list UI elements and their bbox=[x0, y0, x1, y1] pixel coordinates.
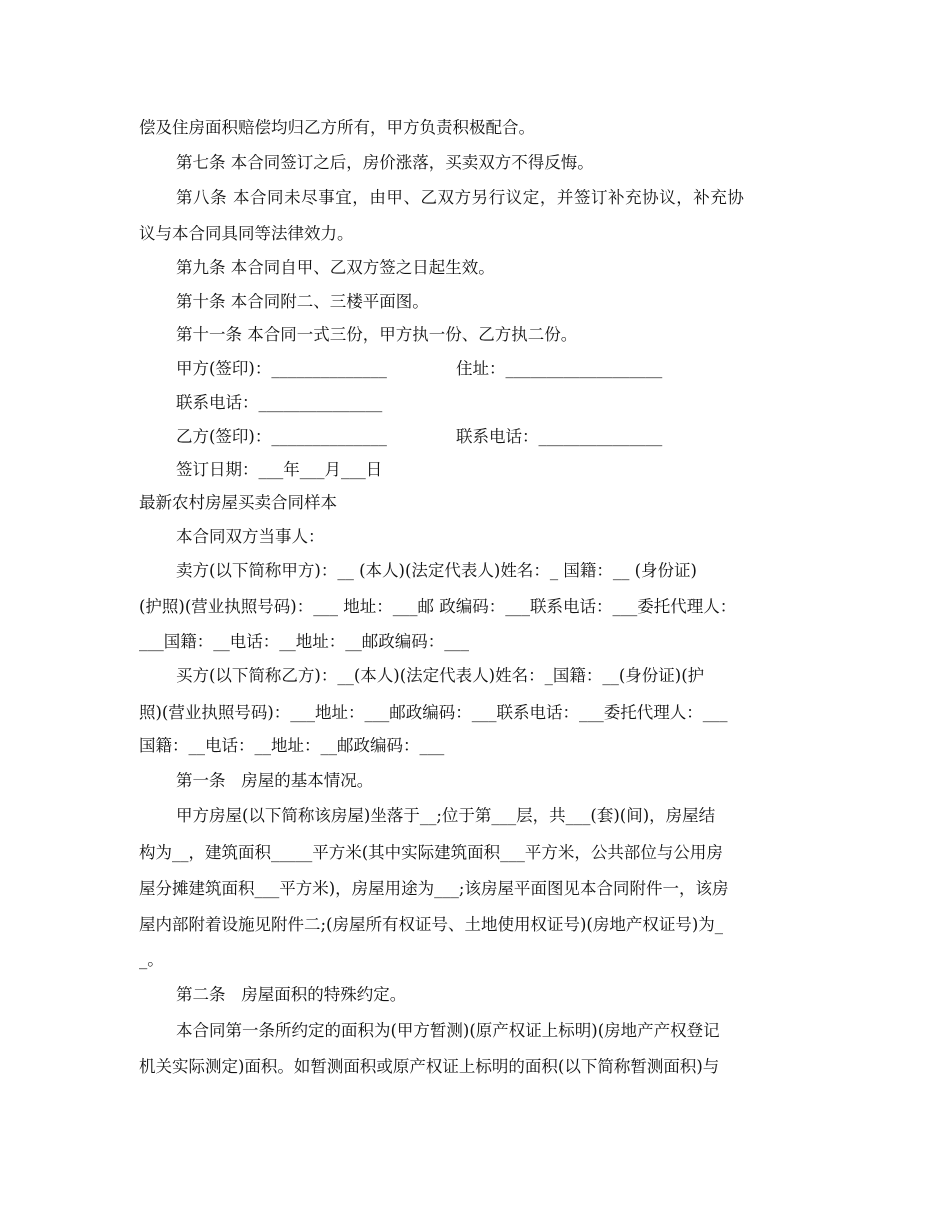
paragraph-line: 偿及住房面积赔偿均归乙方所有，甲方负责积极配合。 bbox=[139, 118, 535, 137]
clause-9: 第九条 本合同自甲、乙双方签之日起生效。 bbox=[176, 258, 495, 277]
signing-date-field: 签订日期：___年___月___日 bbox=[176, 460, 383, 479]
article-1-line-1: 甲方房屋(以下简称该房屋)坐落于__;位于第___层，共___(套)(间)，房屋结 bbox=[176, 806, 716, 825]
seller-line-1: 卖方(以下简称甲方)：__ (本人)(法定代表人)姓名：_ 国籍：__ (身份证) bbox=[176, 561, 697, 580]
party-a-phone-field: 联系电话：_______________ bbox=[176, 393, 383, 412]
seller-line-3: ___国籍：__电话：__地址：__邮政编码：___ bbox=[139, 632, 469, 651]
article-1-line-5: _。 bbox=[139, 950, 164, 969]
clause-8-continued: 议与本合同具同等法律效力。 bbox=[139, 224, 354, 243]
article-1-line-4: 屋内部附着设施见附件二;(房屋所有权证号、土地使用权证号)(房地产权证号)为_ bbox=[139, 915, 724, 934]
party-a-signature-field: 甲方(签印)：______________ bbox=[176, 359, 387, 378]
article-2-heading: 第二条 房屋面积的特殊约定。 bbox=[176, 985, 407, 1004]
clause-7: 第七条 本合同签订之后，房价涨落，买卖双方不得反悔。 bbox=[176, 153, 594, 172]
clause-11: 第十一条 本合同一式三份，甲方执一份、乙方执二份。 bbox=[176, 325, 578, 344]
seller-line-2: (护照)(营业执照号码)：___ 地址：___邮 政编码：___联系电话：___委托代理人： bbox=[139, 597, 737, 616]
party-b-signature-field: 乙方(签印)：______________ bbox=[176, 427, 387, 446]
document-title: 最新农村房屋买卖合同样本 bbox=[139, 493, 337, 512]
buyer-line-3: 国籍：__电话：__地址：__邮政编码：___ bbox=[139, 736, 445, 755]
article-2-line-1: 本合同第一条所约定的面积为(甲方暂测)(原产权证上标明)(房地产产权登记 bbox=[176, 1021, 720, 1040]
party-b-phone-field: 联系电话：_______________ bbox=[456, 427, 663, 446]
buyer-line-1: 买方(以下简称乙方)：__(本人)(法定代表人)姓名：_国籍：__(身份证)(护 bbox=[176, 666, 705, 685]
parties-intro: 本合同双方当事人： bbox=[176, 527, 325, 546]
buyer-line-2: 照)(营业执照号码)：___地址：___邮政编码：___联系电话：___委托代理人：___ bbox=[139, 703, 728, 722]
article-1-heading: 第一条 房屋的基本情况。 bbox=[176, 771, 374, 790]
article-1-line-3: 屋分摊建筑面积___平方米)，房屋用途为___;该房屋平面图见本合同附件一，该房 bbox=[139, 879, 729, 898]
clause-8: 第八条 本合同未尽事宜，由甲、乙双方另行议定，并签订补充协议，补充协 bbox=[176, 188, 745, 207]
clause-10: 第十条 本合同附二、三楼平面图。 bbox=[176, 292, 429, 311]
article-2-line-2: 机关实际测定)面积。如暂测面积或原产权证上标明的面积(以下简称暂测面积)与 bbox=[139, 1057, 720, 1076]
article-1-line-2: 构为__，建筑面积_____平方米(其中实际建筑面积___平方米，公共部位与公用房 bbox=[139, 843, 723, 862]
address-field: 住址：___________________ bbox=[456, 359, 663, 378]
